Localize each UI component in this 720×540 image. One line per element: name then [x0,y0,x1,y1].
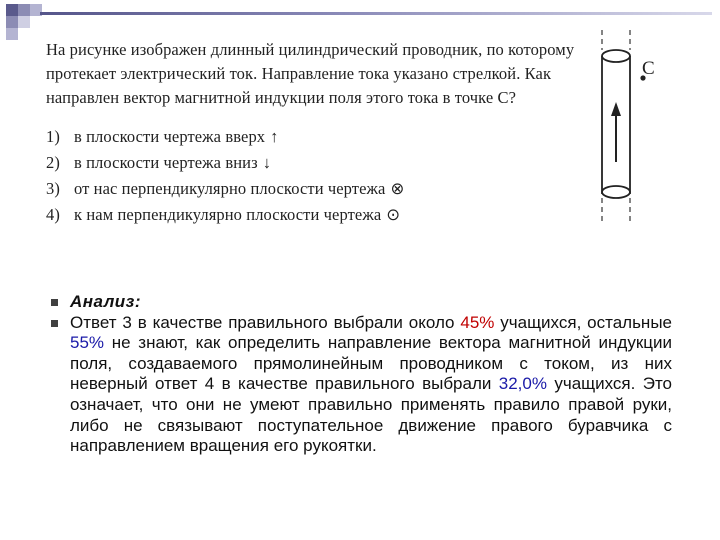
option-number: 2) [46,153,60,172]
analysis-section [48,292,672,457]
option-text: от нас перпендикулярно плоскости чертежа [74,179,386,198]
square-bullet-icon [48,292,70,313]
cylinder-top-ellipse [602,50,630,62]
analysis-paragraph [70,313,672,457]
analysis-text: Ответ 3 в качестве правильного выбрали около [70,312,461,332]
option-number: 4) [46,205,60,224]
list-item [48,313,672,457]
option-number: 1) [46,127,60,146]
arrow-down-icon: ↓ [262,153,272,172]
square-bullet-icon [48,313,70,457]
question-text: На рисунке изображен длинный цилиндрический проводник, по которому протекает электрический ток. Направление тока указано стрелкой. Как направлен вектор магнитной индукции поля этого тока в точке С? [46,40,575,107]
cylinder-bottom-ellipse [602,192,630,198]
list-item [48,292,672,313]
conductor-figure [580,26,690,226]
analysis-text: учащихся. Это означает, что они не умеют правильно применять правило правой руки, либо не связывают поступательное движение правого буравчика с направлением вращения его рукоятки. [70,374,672,456]
option-text: в плоскости чертежа вверх [74,127,266,146]
percent-55: 55% [70,333,105,353]
cross-circle-icon: ⊗ [390,179,405,198]
answer-options [46,124,586,228]
option-number: 3) [46,179,60,198]
percent-45: 45% [460,312,495,332]
answer-option-2 [46,150,586,176]
analysis-text: учащихся, остальные [494,312,672,332]
dot-circle-icon: ⊙ [386,205,401,224]
answer-option-1 [46,124,586,150]
analysis-text: не знают, как определить направление вектора магнитной индукции поля, создаваемого прямолинейным проводником с током, из них неверный ответ 4 в качестве правильного выбрали [70,333,672,394]
analysis-heading: Анализ: [70,292,142,311]
answer-option-4 [46,202,586,228]
percent-32: 32,0% [498,374,547,394]
point-c-label: С [642,58,655,79]
option-text: к нам перпендикулярно плоскости чертежа [74,205,382,224]
question-block [46,38,586,228]
arrow-up-icon: ↑ [270,127,279,146]
option-text: в плоскости чертежа вниз [74,153,258,172]
title-bar-line [40,12,712,15]
answer-option-3 [46,176,586,202]
